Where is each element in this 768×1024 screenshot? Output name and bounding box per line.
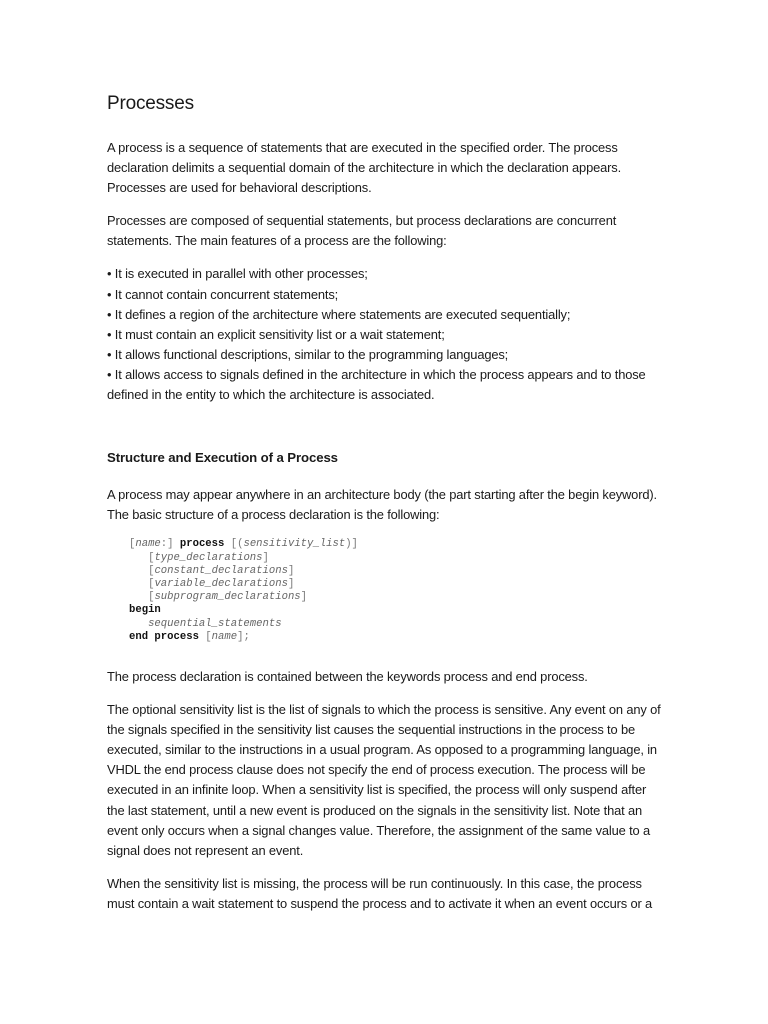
code-block: [name:] process [(sensitivity_list)] [type_declarations] [constant_declarations] [variable_declarations] [subprogram_declarations] begin sequential_statements end process [name];	[129, 538, 358, 643]
body-paragraph-2: The optional sensitivity list is the list of signals to which the process is sensitive. Any event on any of the signals specified in the sensitivity list causes the sequential instructions in the process to be executed, similar to the instructions in a usual program. As opposed to a programming language, in VHDL the end process clause does not specify the end of process execution. The process will be executed in an infinite loop. When a sensitivity list is specified, the process will only suspend after the last statement, until a new event is produced on the signals in the sensitivity list. Note that an event only occurs when a signal changes value. Therefore, the assignment of the same value to a signal does not represent an event.	[107, 702, 661, 858]
intro-paragraph-1: A process is a sequence of statements that are executed in the specified order. The process declaration delimits a sequential domain of the architecture in which the declaration appears. Processes are used for behavioral descriptions.	[107, 140, 622, 196]
code-name-placeholder: name	[135, 538, 161, 551]
list-item: • It defines a region of the architecture where statements are executed sequentially;	[107, 306, 571, 322]
list-item: • It cannot contain concurrent statements;	[107, 286, 339, 302]
code-bracket: )]	[345, 538, 358, 551]
section-heading: Structure and Execution of a Process	[107, 450, 338, 466]
code-keyword-process: process	[179, 538, 225, 551]
section-intro-paragraph: A process may appear anywhere in an architecture body (the part starting after the begin keyword). The basic structure of a process declaration is the following:	[107, 487, 657, 523]
code-bracket: [	[129, 538, 136, 551]
code-subprogram-declarations: subprogram_declarations	[154, 591, 301, 604]
list-item: • It is executed in parallel with other processes;	[107, 266, 368, 282]
code-bracket: [(	[230, 538, 244, 551]
code-keyword-end-process: end process	[129, 630, 199, 643]
code-variable-declarations: variable_declarations	[154, 577, 288, 590]
document-page	[107, 92, 667, 927]
list-item: • It allows functional descriptions, similar to the programming languages;	[107, 346, 509, 362]
intro-paragraph-2: Processes are composed of sequential statements, but process declarations are concurrent statements. The main features of a process are the following:	[107, 213, 617, 249]
code-sequential-statements: sequential_statements	[148, 617, 282, 630]
code-constant-declarations: constant_declarations	[154, 564, 288, 577]
body-paragraph-3: When the sensitivity list is missing, the process will be run continuously. In this case, the process must contain a wait statement to suspend the process and to activate it when an event occurs or a	[107, 875, 653, 911]
body-paragraph-1: The process declaration is contained between the keywords process and end process.	[107, 668, 588, 684]
list-item: • It allows access to signals defined in the architecture in which the process appears and to those defined in the entity to which the architecture is associated.	[107, 366, 646, 403]
code-semicolon: ;	[243, 630, 250, 643]
code-sensitivity-list: sensitivity_list	[243, 538, 346, 551]
code-name-placeholder: name	[211, 630, 238, 643]
code-bracket: :]	[160, 538, 174, 551]
code-type-declarations: type_declarations	[154, 551, 263, 564]
features-list	[107, 264, 667, 405]
list-item: • It must contain an explicit sensitivity list or a wait statement;	[107, 326, 445, 342]
code-keyword-begin: begin	[129, 604, 161, 617]
page-title: Processes	[107, 93, 194, 114]
